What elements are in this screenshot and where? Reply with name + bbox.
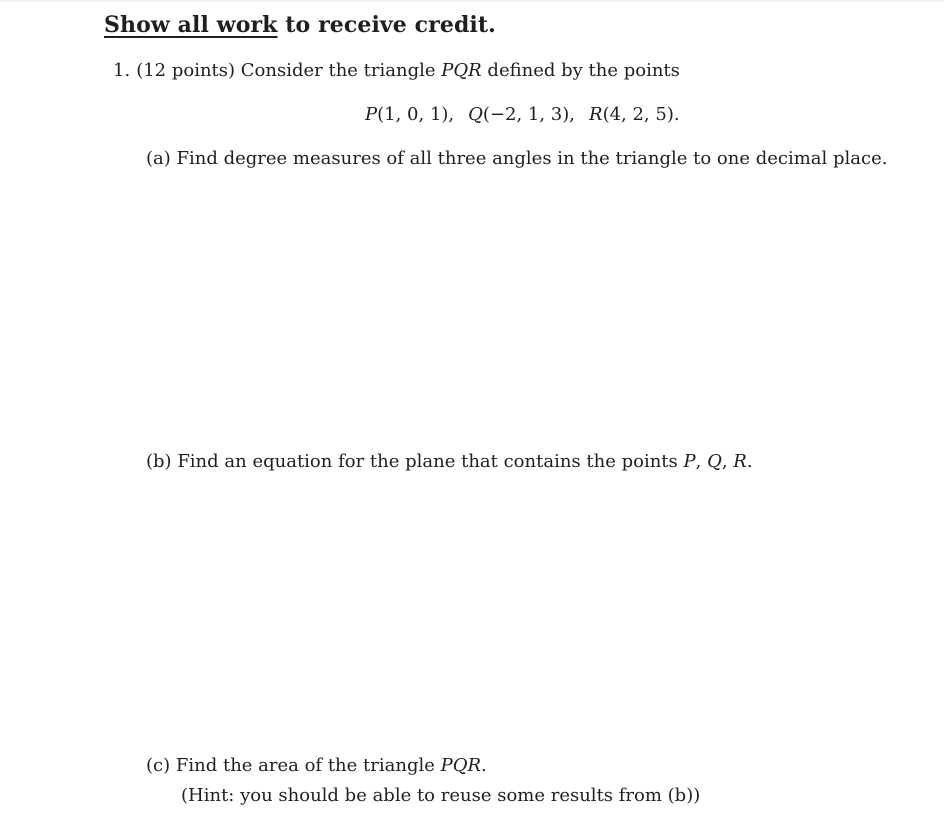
problem-intro: Consider the triangle	[240, 60, 436, 81]
problem-intro-end: defined by the points	[487, 60, 680, 81]
point-p: P(1, 0, 1),	[365, 104, 455, 125]
problem-points: (12 points)	[136, 60, 236, 81]
part-c-text: Find the area of the triangle	[175, 755, 435, 776]
point-r: R(4, 2, 5).	[589, 104, 680, 125]
part-b: (b) Find an equation for the plane that contains the points P, Q, R.	[146, 451, 753, 472]
part-b-p: P	[683, 451, 696, 472]
point-q: Q(−2, 1, 3),	[468, 104, 575, 125]
problem-number: 1.	[113, 60, 131, 81]
part-b-r: R	[733, 451, 747, 472]
part-b-q: Q	[707, 451, 722, 472]
part-b-text: Find an equation for the plane that contains the points	[177, 451, 678, 472]
problem-1-statement	[113, 59, 680, 83]
page-heading	[104, 12, 496, 38]
top-border	[0, 0, 944, 2]
part-c: (c) Find the area of the triangle PQR.	[146, 755, 487, 776]
part-a-text: Find degree measures of all three angles in the triangle to one decimal place.	[176, 148, 888, 169]
part-a-label: (a)	[146, 148, 171, 169]
heading-rest: to receive credit.	[277, 12, 496, 38]
triangle-name: PQR	[441, 60, 482, 81]
point-list	[365, 103, 680, 127]
part-c-hint: (Hint: you should be able to reuse some results from (b))	[181, 785, 701, 806]
part-c-label: (c)	[146, 755, 171, 776]
heading-underlined: Show all work	[104, 12, 278, 38]
part-b-label: (b)	[146, 451, 172, 472]
part-a	[146, 147, 887, 171]
part-c-triangle: PQR	[440, 755, 482, 776]
